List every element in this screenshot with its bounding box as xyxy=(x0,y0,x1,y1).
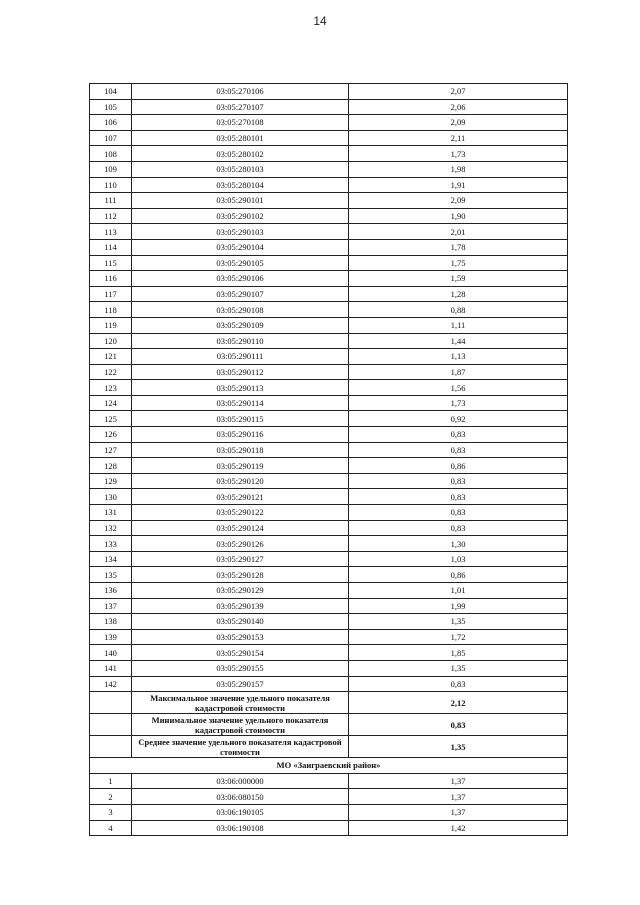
value-cell: 1,30 xyxy=(349,536,568,552)
row-number-cell: 109 xyxy=(90,161,132,177)
value-cell: 1,11 xyxy=(349,317,568,333)
cadastral-number-cell: 03:05:290154 xyxy=(132,645,349,661)
cadastral-number-cell: 03:05:290116 xyxy=(132,427,349,443)
cadastral-number-cell: 03:05:280101 xyxy=(132,130,349,146)
value-cell: 1,91 xyxy=(349,177,568,193)
row-number-cell: 117 xyxy=(90,286,132,302)
value-cell: 1,75 xyxy=(349,255,568,271)
page-number: 14 xyxy=(313,14,327,28)
cadastral-number-cell: 03:05:290119 xyxy=(132,458,349,474)
cadastral-number-cell: 03:05:290115 xyxy=(132,411,349,427)
value-cell: 1,98 xyxy=(349,161,568,177)
value-cell: 0,83 xyxy=(349,520,568,536)
row-number-cell: 127 xyxy=(90,442,132,458)
row-number-cell: 4 xyxy=(90,820,132,836)
cadastral-number-cell: 03:05:290118 xyxy=(132,442,349,458)
value-cell: 0,83 xyxy=(349,676,568,692)
cadastral-number-cell: 03:05:290111 xyxy=(132,349,349,365)
value-cell: 1,37 xyxy=(349,804,568,820)
cadastral-number-cell: 03:05:290124 xyxy=(132,520,349,536)
value-cell: 1,28 xyxy=(349,286,568,302)
summary-value: 0,83 xyxy=(349,714,568,736)
row-number-cell: 110 xyxy=(90,177,132,193)
table-row xyxy=(90,130,568,146)
row-number-cell: 114 xyxy=(90,239,132,255)
table-row xyxy=(90,489,568,505)
cadastral-number-cell: 03:06:190105 xyxy=(132,804,349,820)
row-number-cell: 106 xyxy=(90,115,132,131)
table-row xyxy=(90,255,568,271)
table-row xyxy=(90,271,568,287)
section-header-row xyxy=(90,758,568,774)
row-number-cell: 126 xyxy=(90,427,132,443)
value-cell: 1,37 xyxy=(349,773,568,789)
table-row xyxy=(90,614,568,630)
table-row xyxy=(90,820,568,836)
row-number-cell: 119 xyxy=(90,317,132,333)
cadastral-number-cell: 03:05:280104 xyxy=(132,177,349,193)
row-number-cell: 142 xyxy=(90,676,132,692)
table-row xyxy=(90,99,568,115)
table-row xyxy=(90,598,568,614)
value-cell: 0,86 xyxy=(349,458,568,474)
row-number-cell: 128 xyxy=(90,458,132,474)
value-cell: 1,72 xyxy=(349,629,568,645)
value-cell: 0,83 xyxy=(349,427,568,443)
table-row xyxy=(90,239,568,255)
table-row xyxy=(90,177,568,193)
value-cell: 1,90 xyxy=(349,208,568,224)
table-row xyxy=(90,629,568,645)
row-number-cell: 121 xyxy=(90,349,132,365)
table-row xyxy=(90,208,568,224)
summary-label: Среднее значение удельного показателя кадастровой стоимости xyxy=(132,736,349,758)
section-title: МО «Заиграевский район» xyxy=(90,758,568,774)
cadastral-number-cell: 03:05:290121 xyxy=(132,489,349,505)
table-row xyxy=(90,286,568,302)
value-cell: 0,83 xyxy=(349,442,568,458)
value-cell: 0,88 xyxy=(349,302,568,318)
table-row xyxy=(90,789,568,805)
summary-empty-cell xyxy=(90,714,132,736)
row-number-cell: 140 xyxy=(90,645,132,661)
cadastral-number-cell: 03:05:290139 xyxy=(132,598,349,614)
table-row xyxy=(90,536,568,552)
summary-label: Максимальное значение удельного показателя кадастровой стоимости xyxy=(132,692,349,714)
value-cell: 1,03 xyxy=(349,551,568,567)
table-row xyxy=(90,411,568,427)
table-row xyxy=(90,302,568,318)
table-row xyxy=(90,804,568,820)
row-number-cell: 108 xyxy=(90,146,132,162)
table-row xyxy=(90,583,568,599)
row-number-cell: 134 xyxy=(90,551,132,567)
table-row xyxy=(90,427,568,443)
cadastral-number-cell: 03:05:290110 xyxy=(132,333,349,349)
row-number-cell: 130 xyxy=(90,489,132,505)
table-row xyxy=(90,520,568,536)
row-number-cell: 129 xyxy=(90,473,132,489)
table-row xyxy=(90,146,568,162)
value-cell: 2,07 xyxy=(349,84,568,100)
cadastral-number-cell: 03:05:290112 xyxy=(132,364,349,380)
summary-row xyxy=(90,714,568,736)
row-number-cell: 104 xyxy=(90,84,132,100)
row-number-cell: 136 xyxy=(90,583,132,599)
table-row xyxy=(90,380,568,396)
value-cell: 1,87 xyxy=(349,364,568,380)
value-cell: 1,42 xyxy=(349,820,568,836)
value-cell: 2,09 xyxy=(349,193,568,209)
table-body-section xyxy=(90,758,568,774)
row-number-cell: 123 xyxy=(90,380,132,396)
summary-value: 2,12 xyxy=(349,692,568,714)
cadastral-number-cell: 03:05:280103 xyxy=(132,161,349,177)
table-body-main xyxy=(90,84,568,692)
row-number-cell: 133 xyxy=(90,536,132,552)
table-row xyxy=(90,773,568,789)
table-row xyxy=(90,442,568,458)
row-number-cell: 112 xyxy=(90,208,132,224)
value-cell: 1,13 xyxy=(349,349,568,365)
cadastral-number-cell: 03:05:290157 xyxy=(132,676,349,692)
cadastral-number-cell: 03:06:080150 xyxy=(132,789,349,805)
table-row xyxy=(90,505,568,521)
cadastral-number-cell: 03:05:280102 xyxy=(132,146,349,162)
value-cell: 1,35 xyxy=(349,614,568,630)
cadastral-number-cell: 03:05:290128 xyxy=(132,567,349,583)
cadastral-number-cell: 03:05:290101 xyxy=(132,193,349,209)
summary-row xyxy=(90,736,568,758)
row-number-cell: 111 xyxy=(90,193,132,209)
value-cell: 2,06 xyxy=(349,99,568,115)
table-row xyxy=(90,660,568,676)
table-row xyxy=(90,676,568,692)
value-cell: 2,09 xyxy=(349,115,568,131)
row-number-cell: 116 xyxy=(90,271,132,287)
row-number-cell: 2 xyxy=(90,789,132,805)
cadastral-number-cell: 03:05:290102 xyxy=(132,208,349,224)
cadastral-number-cell: 03:06:000000 xyxy=(132,773,349,789)
table-row xyxy=(90,395,568,411)
row-number-cell: 131 xyxy=(90,505,132,521)
table-row xyxy=(90,115,568,131)
table-row xyxy=(90,161,568,177)
cadastral-number-cell: 03:05:290107 xyxy=(132,286,349,302)
cadastral-number-cell: 03:05:290153 xyxy=(132,629,349,645)
table-row xyxy=(90,645,568,661)
cadastral-number-cell: 03:05:290155 xyxy=(132,660,349,676)
table-row xyxy=(90,333,568,349)
row-number-cell: 138 xyxy=(90,614,132,630)
table-row xyxy=(90,473,568,489)
value-cell: 1,35 xyxy=(349,660,568,676)
table-row xyxy=(90,551,568,567)
value-cell: 1,73 xyxy=(349,146,568,162)
row-number-cell: 137 xyxy=(90,598,132,614)
summary-empty-cell xyxy=(90,692,132,714)
cadastral-number-cell: 03:06:190108 xyxy=(132,820,349,836)
summary-empty-cell xyxy=(90,736,132,758)
row-number-cell: 105 xyxy=(90,99,132,115)
value-cell: 1,59 xyxy=(349,271,568,287)
value-cell: 1,73 xyxy=(349,395,568,411)
cadastral-number-cell: 03:05:290103 xyxy=(132,224,349,240)
table-body-summary xyxy=(90,692,568,758)
value-cell: 0,92 xyxy=(349,411,568,427)
cadastral-number-cell: 03:05:290114 xyxy=(132,395,349,411)
table-body-district xyxy=(90,773,568,835)
value-cell: 1,78 xyxy=(349,239,568,255)
value-cell: 1,56 xyxy=(349,380,568,396)
row-number-cell: 118 xyxy=(90,302,132,318)
row-number-cell: 115 xyxy=(90,255,132,271)
summary-value: 1,35 xyxy=(349,736,568,758)
table-row xyxy=(90,84,568,100)
cadastral-number-cell: 03:05:290120 xyxy=(132,473,349,489)
value-cell: 2,11 xyxy=(349,130,568,146)
cadastral-number-cell: 03:05:290126 xyxy=(132,536,349,552)
row-number-cell: 124 xyxy=(90,395,132,411)
cadastral-number-cell: 03:05:290113 xyxy=(132,380,349,396)
value-cell: 1,85 xyxy=(349,645,568,661)
row-number-cell: 113 xyxy=(90,224,132,240)
value-cell: 0,83 xyxy=(349,489,568,505)
cadastral-number-cell: 03:05:270106 xyxy=(132,84,349,100)
table-row xyxy=(90,224,568,240)
cadastral-number-cell: 03:05:290105 xyxy=(132,255,349,271)
row-number-cell: 125 xyxy=(90,411,132,427)
value-cell: 0,86 xyxy=(349,567,568,583)
summary-row xyxy=(90,692,568,714)
value-cell: 1,37 xyxy=(349,789,568,805)
row-number-cell: 3 xyxy=(90,804,132,820)
cadastral-number-cell: 03:05:290127 xyxy=(132,551,349,567)
cadastral-number-cell: 03:05:290122 xyxy=(132,505,349,521)
row-number-cell: 1 xyxy=(90,773,132,789)
row-number-cell: 107 xyxy=(90,130,132,146)
cadastral-number-cell: 03:05:270107 xyxy=(132,99,349,115)
row-number-cell: 139 xyxy=(90,629,132,645)
value-cell: 0,83 xyxy=(349,505,568,521)
row-number-cell: 122 xyxy=(90,364,132,380)
value-cell: 2,01 xyxy=(349,224,568,240)
cadastral-number-cell: 03:05:290129 xyxy=(132,583,349,599)
table-row xyxy=(90,458,568,474)
cadastral-number-cell: 03:05:290109 xyxy=(132,317,349,333)
cadastral-number-cell: 03:05:290104 xyxy=(132,239,349,255)
value-cell: 0,83 xyxy=(349,473,568,489)
row-number-cell: 141 xyxy=(90,660,132,676)
cadastral-number-cell: 03:05:290108 xyxy=(132,302,349,318)
cadastral-number-cell: 03:05:290140 xyxy=(132,614,349,630)
cadastral-number-cell: 03:05:270108 xyxy=(132,115,349,131)
summary-label: Минимальное значение удельного показателя кадастровой стоимости xyxy=(132,714,349,736)
table-row xyxy=(90,349,568,365)
value-cell: 1,01 xyxy=(349,583,568,599)
table-row xyxy=(90,567,568,583)
row-number-cell: 120 xyxy=(90,333,132,349)
table-row xyxy=(90,364,568,380)
row-number-cell: 132 xyxy=(90,520,132,536)
value-cell: 1,44 xyxy=(349,333,568,349)
table-row xyxy=(90,317,568,333)
row-number-cell: 135 xyxy=(90,567,132,583)
cadastral-value-table xyxy=(89,83,568,836)
value-cell: 1,99 xyxy=(349,598,568,614)
table-row xyxy=(90,193,568,209)
cadastral-number-cell: 03:05:290106 xyxy=(132,271,349,287)
